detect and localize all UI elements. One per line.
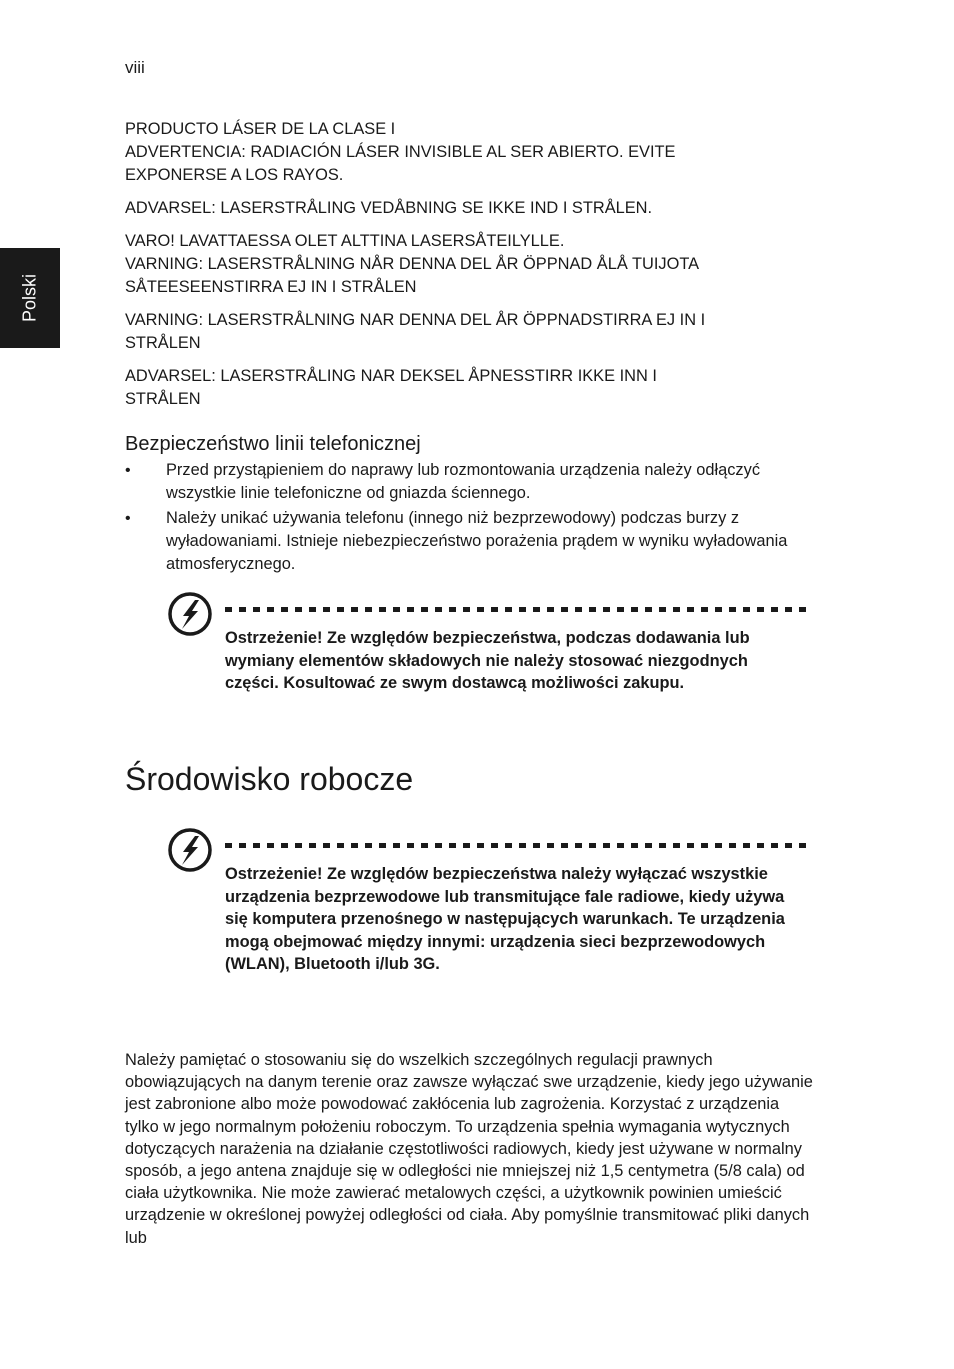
laser-warning-line: VARNING: LASERSTRÅLNING NÅR DENNA DEL ÅR ÖPPNAD ÅLÅ TUIJOTA <box>125 255 700 273</box>
laser-warning-line: ADVERTENCIA: RADIACIÓN LÁSER INVISIBLE AL SER ABIERTO. EVITE <box>125 143 676 161</box>
laser-warning-line: STRÅLEN <box>125 390 201 408</box>
bullet-icon: • <box>125 510 131 527</box>
caution-box <box>125 827 815 1017</box>
dotted-divider <box>225 607 810 612</box>
laser-warning-line: SÅTEESEENSTIRRA EJ IN I STRÅLEN <box>125 278 417 296</box>
laser-warning-line: VARNING: LASERSTRÅLNING NAR DENNA DEL ÅR ÖPPNADSTIRRA EJ IN I <box>125 311 706 329</box>
laser-warning-line: STRÅLEN <box>125 334 201 352</box>
dotted-divider <box>225 843 810 848</box>
lightning-warning-icon <box>167 591 213 637</box>
laser-warning-block <box>125 118 815 187</box>
laser-warning-block <box>125 197 815 220</box>
language-tab <box>0 248 60 348</box>
list-item <box>125 459 815 505</box>
page-number: viii <box>125 58 145 77</box>
laser-warning-line: ADVARSEL: LASERSTRÅLING NAR DEKSEL ÅPNESSTIRR IKKE INN I <box>125 367 657 385</box>
laser-warning-block <box>125 309 815 355</box>
laser-warning-line: ADVARSEL: LASERSTRÅLING VEDÅBNING SE IKKE IND I STRÅLEN. <box>125 199 653 217</box>
page-content <box>125 118 815 1249</box>
phone-safety-list <box>125 459 815 576</box>
caution-text: Ostrzeżenie! Ze względów bezpieczeństwa, podczas dodawania lub wymiany elementów składowych nie należy stosować niezgodnych części. Kosultować ze swym dostawcą możliwości zakupu. <box>225 629 750 692</box>
laser-warning-line: EXPONERSE A LOS RAYOS. <box>125 166 344 184</box>
laser-warning-line: VARO! LAVATTAESSA OLET ALTTINA LASERSÅTEILYLLE. <box>125 232 565 250</box>
phone-safety-heading: Bezpieczeństwo linii telefonicznej <box>125 433 421 455</box>
bullet-icon: • <box>125 462 131 479</box>
section-title: Środowisko robocze <box>125 761 414 797</box>
caution-text: Ostrzeżenie! Ze względów bezpieczeństwa należy wyłączać wszystkie urządzenia bezprzewodowe lub transmitujące fale radiowe, kiedy używa się komputera przenośnego w następujących warunkach. Te urządzenia mogą obejmować między innymi: urządzenia sieci bezprzewodowych (WLAN), Bluetooth i/lub 3G. <box>225 865 785 973</box>
list-item <box>125 507 815 576</box>
list-item-text: Należy unikać używania telefonu (innego niż bezprzewodowy) podczas burzy z wyładowaniami. Istnieje niebezpieczeństwo porażenia prądem w wyniku wyładowania atmosferycznego. <box>166 509 788 573</box>
body-paragraph: Należy pamiętać o stosowaniu się do wszelkich szczególnych regulacji prawnych obowiązujących na danym terenie oraz zawsze wyłączać swe urządzenie, kiedy jego używanie jest zabronione albo może powodować zakłócenia lub zagrożenia. Korzystać z urządzenia tylko w jego normalnym położeniu roboczym. To urządzenia spełnia wymagania wytycznych dotyczących narażenia na działanie częstotliwości radiowych, kiedy jest używane w normalny sposób, a jego antena znajduje się w odległości nie mniejszej niż 1,5 centymetra (5/8 cala) od ciała użytkownika. Nie może zawierać metalowych części, a użytkownik powinien umieścić urządzenie w określonej powyżej odległości od ciała. Aby pomyślnie transmitować pliki danych lub <box>125 1051 813 1247</box>
list-item-text: Przed przystąpieniem do naprawy lub rozmontowania urządzenia należy odłączyć wszystkie linie telefoniczne od gniazda ściennego. <box>166 461 761 502</box>
language-tab-label: Polski <box>19 273 40 323</box>
laser-warning-line: PRODUCTO LÁSER DE LA CLASE I <box>125 120 396 138</box>
caution-box <box>125 591 815 731</box>
lightning-warning-icon <box>167 827 213 873</box>
laser-warning-block <box>125 365 815 411</box>
laser-warning-block <box>125 230 815 299</box>
